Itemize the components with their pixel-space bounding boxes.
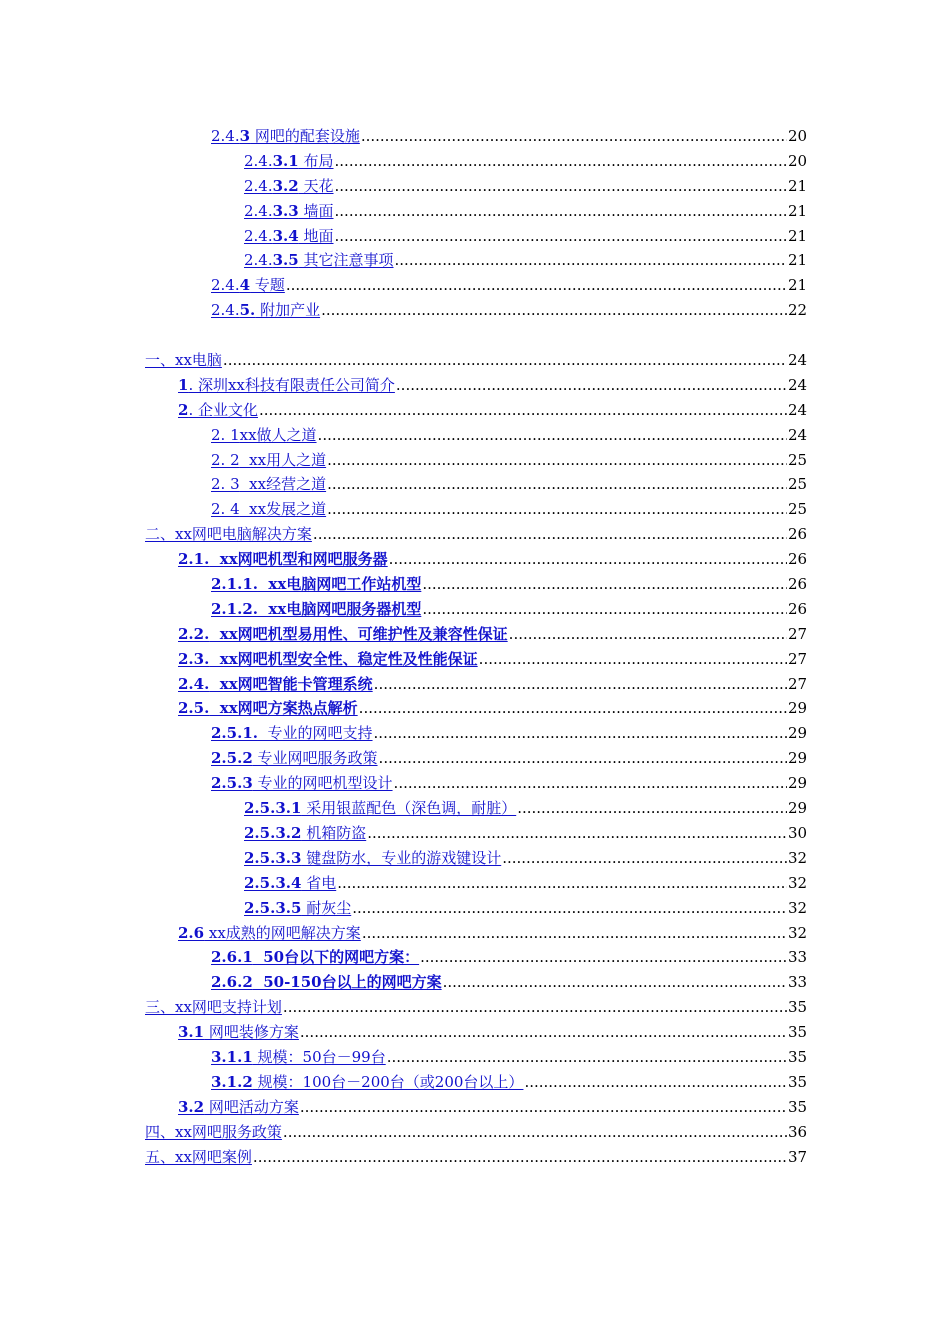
toc-entry-number-bold: 1 bbox=[178, 375, 189, 394]
toc-page-number: 20 bbox=[788, 127, 808, 145]
toc-entry-number-bold: 2.5.3.2 bbox=[244, 823, 302, 842]
toc-entry[interactable] bbox=[0, 572, 950, 597]
toc-entry[interactable] bbox=[0, 1145, 950, 1170]
toc-page-number: 24 bbox=[788, 400, 808, 419]
toc-entry[interactable] bbox=[0, 721, 950, 746]
toc-entry-title: xx网吧智能卡管理系统 bbox=[209, 674, 373, 693]
toc-dot-leader bbox=[502, 846, 787, 871]
toc-entry-title: xx用人之道 bbox=[239, 450, 327, 469]
toc-page-number: 21 bbox=[788, 201, 808, 220]
toc-entry-number: 2.4. bbox=[244, 251, 273, 270]
toc-entry-number-bold: 3.5 bbox=[272, 251, 299, 270]
toc-dot-leader bbox=[443, 970, 787, 995]
toc-entry-title: . 企业文化 bbox=[188, 400, 258, 419]
toc-dot-leader bbox=[300, 1095, 787, 1120]
toc-entry[interactable] bbox=[0, 995, 950, 1020]
toc-page-number: 32 bbox=[788, 848, 808, 867]
toc-page-number: 20 bbox=[788, 151, 808, 170]
toc-entry-link[interactable] bbox=[178, 672, 373, 697]
toc-entry-link[interactable] bbox=[211, 423, 317, 448]
toc-entry-link[interactable] bbox=[244, 224, 334, 249]
toc-entry[interactable] bbox=[0, 149, 950, 174]
toc-entry-title: xx做人之道 bbox=[239, 425, 317, 444]
toc-page-number: 25 bbox=[788, 450, 808, 469]
toc-entry-number: 2. 3 bbox=[211, 475, 240, 494]
toc-page-number: 32 bbox=[788, 923, 808, 942]
toc-entry-title: 50-150台以上的网吧方案 bbox=[252, 973, 442, 992]
toc-dot-leader bbox=[389, 547, 787, 572]
toc-entry-link[interactable] bbox=[145, 522, 312, 547]
toc-entry-title: 四、xx网吧服务政策 bbox=[145, 1122, 282, 1141]
toc-entry-link[interactable] bbox=[145, 995, 282, 1020]
toc-dot-leader bbox=[524, 1070, 787, 1095]
toc-entry-title: 耐灰尘 bbox=[301, 898, 352, 917]
table-of-contents bbox=[0, 124, 950, 1169]
toc-entry[interactable] bbox=[0, 522, 950, 547]
toc-entry-link[interactable] bbox=[178, 373, 395, 398]
toc-entry-number-bold: 2.6.1 bbox=[211, 948, 253, 967]
toc-entry-number-bold: 2.1.2. bbox=[211, 599, 258, 618]
toc-entry-title: 规模：50台－99台 bbox=[252, 1047, 386, 1066]
toc-dot-leader bbox=[313, 522, 787, 547]
toc-entry[interactable] bbox=[0, 224, 950, 249]
toc-dot-leader bbox=[327, 448, 787, 473]
toc-dot-leader bbox=[517, 796, 787, 821]
toc-entry-number-bold: 3.3 bbox=[272, 201, 299, 220]
toc-entry-title: 专题 bbox=[250, 276, 285, 295]
toc-entry-link[interactable] bbox=[211, 472, 326, 497]
toc-entry[interactable] bbox=[0, 696, 950, 721]
toc-dot-leader bbox=[395, 248, 787, 273]
toc-entry-link[interactable] bbox=[211, 746, 378, 771]
toc-entry-title: 五、xx网吧案例 bbox=[145, 1147, 252, 1166]
toc-entry-number-bold: 3.2 bbox=[272, 176, 299, 195]
toc-dot-leader bbox=[335, 224, 787, 249]
toc-dot-leader bbox=[253, 1145, 787, 1170]
toc-entry-title: xx电脑网吧工作站机型 bbox=[257, 575, 422, 594]
toc-entry[interactable] bbox=[0, 448, 950, 473]
toc-dot-leader bbox=[335, 149, 787, 174]
toc-entry-link[interactable] bbox=[244, 846, 501, 871]
toc-entry-link[interactable] bbox=[211, 273, 285, 298]
toc-dot-leader bbox=[374, 672, 787, 697]
toc-page-number: 21 bbox=[788, 176, 808, 195]
toc-entry-number-bold: 2.5. bbox=[178, 699, 210, 718]
toc-entry-number-bold: 2.5.3.5 bbox=[244, 898, 302, 917]
toc-entry[interactable] bbox=[0, 896, 950, 921]
toc-dot-leader bbox=[286, 273, 787, 298]
toc-entry[interactable] bbox=[0, 124, 950, 149]
toc-entry-link[interactable] bbox=[178, 547, 388, 572]
toc-page-number: 26 bbox=[788, 575, 808, 594]
toc-page-number: 29 bbox=[788, 799, 808, 818]
toc-entry-title: xx电脑网吧服务器机型 bbox=[257, 599, 422, 618]
toc-dot-leader bbox=[335, 174, 787, 199]
toc-entry-number-bold: 3.1 bbox=[178, 1023, 205, 1042]
toc-entry-link[interactable] bbox=[178, 921, 361, 946]
toc-entry-link[interactable] bbox=[244, 871, 336, 896]
toc-entry-title: 二、xx网吧电脑解决方案 bbox=[145, 525, 312, 544]
toc-dot-leader bbox=[327, 497, 787, 522]
toc-entry-link[interactable] bbox=[178, 696, 358, 721]
toc-entry[interactable] bbox=[0, 199, 950, 224]
toc-entry[interactable] bbox=[0, 945, 950, 970]
toc-page-number: 32 bbox=[788, 898, 808, 917]
toc-page-number: 24 bbox=[788, 351, 808, 370]
toc-entry-link[interactable] bbox=[211, 597, 421, 622]
toc-entry-title: xx发展之道 bbox=[239, 500, 327, 519]
toc-entry[interactable] bbox=[0, 497, 950, 522]
toc-entry[interactable] bbox=[0, 821, 950, 846]
toc-entry[interactable] bbox=[0, 970, 950, 995]
toc-entry-title: 专业的网吧支持 bbox=[257, 724, 373, 743]
toc-page-number: 27 bbox=[788, 649, 808, 668]
toc-entry-link[interactable] bbox=[211, 945, 419, 970]
toc-entry[interactable] bbox=[0, 1120, 950, 1145]
toc-entry[interactable] bbox=[0, 1045, 950, 1070]
toc-page-number: 24 bbox=[788, 425, 808, 444]
toc-entry-number-bold: 4 bbox=[239, 276, 251, 295]
toc-entry-link[interactable] bbox=[211, 970, 442, 995]
toc-entry-title: xx网吧机型安全性、稳定性及性能保证 bbox=[209, 649, 478, 668]
toc-entry-number-bold: 5. bbox=[239, 301, 256, 320]
toc-dot-leader bbox=[422, 572, 787, 597]
toc-entry-number-bold: 2.4. bbox=[178, 674, 210, 693]
toc-entry-link[interactable] bbox=[178, 1095, 299, 1120]
toc-entry[interactable] bbox=[0, 672, 950, 697]
toc-page-number: 25 bbox=[788, 475, 808, 494]
toc-entry-title: . 深圳xx科技有限责任公司简介 bbox=[188, 375, 395, 394]
toc-entry-link[interactable] bbox=[211, 771, 393, 796]
toc-entry-number-bold: 3.2 bbox=[178, 1097, 205, 1116]
toc-entry-link[interactable] bbox=[244, 896, 351, 921]
toc-entry-link[interactable] bbox=[211, 1045, 386, 1070]
toc-dot-leader bbox=[259, 398, 787, 423]
toc-entry[interactable] bbox=[0, 647, 950, 672]
toc-entry-title: xx成熟的网吧解决方案 bbox=[204, 923, 361, 942]
toc-entry-number-bold: 2.5.2 bbox=[211, 749, 253, 768]
toc-entry-link[interactable] bbox=[211, 721, 373, 746]
toc-entry-number-bold: 2.5.3.3 bbox=[244, 848, 302, 867]
toc-entry[interactable] bbox=[0, 871, 950, 896]
toc-dot-leader bbox=[352, 896, 787, 921]
toc-entry-link[interactable] bbox=[145, 1120, 282, 1145]
toc-entry-link[interactable] bbox=[211, 124, 360, 149]
toc-entry[interactable] bbox=[0, 622, 950, 647]
toc-dot-leader bbox=[359, 696, 787, 721]
toc-entry[interactable] bbox=[0, 273, 950, 298]
toc-page-number: 35 bbox=[788, 1072, 808, 1091]
toc-page-number: 29 bbox=[788, 724, 808, 743]
toc-entry-title: 天花 bbox=[298, 176, 334, 195]
toc-dot-leader bbox=[327, 472, 787, 497]
toc-entry-number-bold: 2.5.3.1 bbox=[244, 799, 302, 818]
toc-entry[interactable] bbox=[0, 472, 950, 497]
toc-page-number: 24 bbox=[788, 375, 808, 394]
toc-dot-leader bbox=[337, 871, 787, 896]
toc-page-number: 35 bbox=[788, 1097, 808, 1116]
toc-entry[interactable] bbox=[0, 921, 950, 946]
toc-dot-leader bbox=[300, 1020, 787, 1045]
toc-page-number: 30 bbox=[788, 823, 808, 842]
toc-page-number: 29 bbox=[788, 774, 808, 793]
toc-entry[interactable] bbox=[0, 796, 950, 821]
toc-entry-link[interactable] bbox=[211, 1070, 523, 1095]
toc-entry-number-bold: 3 bbox=[239, 127, 251, 145]
toc-page-number: 35 bbox=[788, 1047, 808, 1066]
toc-page-number: 37 bbox=[788, 1147, 808, 1166]
toc-entry-number-bold: 2.2. bbox=[178, 624, 210, 643]
toc-entry-title: 网吧的配套设施 bbox=[250, 127, 360, 145]
toc-entry-title: 网吧装修方案 bbox=[204, 1023, 299, 1042]
toc-page-number: 21 bbox=[788, 276, 808, 295]
toc-entry-number-bold: 3.1 bbox=[272, 151, 299, 170]
toc-entry-title: 省电 bbox=[301, 873, 337, 892]
toc-entry[interactable] bbox=[0, 348, 950, 373]
toc-entry-title: 附加产业 bbox=[255, 301, 321, 320]
toc-dot-leader bbox=[283, 995, 787, 1020]
toc-entry-link[interactable] bbox=[178, 1020, 299, 1045]
toc-entry-number: 2. 4 bbox=[211, 500, 240, 519]
toc-entry-number-bold: 2.6 bbox=[178, 923, 205, 942]
toc-entry-title: xx网吧机型和网吧服务器 bbox=[209, 550, 388, 569]
toc-page-number: 35 bbox=[788, 1023, 808, 1042]
toc-entry-title: xx网吧机型易用性、可维护性及兼容性保证 bbox=[209, 624, 508, 643]
toc-entry[interactable] bbox=[0, 1070, 950, 1095]
toc-entry[interactable] bbox=[0, 373, 950, 398]
toc-entry[interactable] bbox=[0, 174, 950, 199]
toc-dot-leader bbox=[379, 746, 787, 771]
toc-entry[interactable] bbox=[0, 248, 950, 273]
toc-entry-title: 专业网吧服务政策 bbox=[252, 749, 378, 768]
toc-page-number: 21 bbox=[788, 251, 808, 270]
toc-entry-title: 键盘防水，专业的游戏键设计 bbox=[301, 848, 502, 867]
toc-entry[interactable] bbox=[0, 1095, 950, 1120]
toc-entry-link[interactable] bbox=[211, 497, 326, 522]
toc-page-number: 26 bbox=[788, 525, 808, 544]
toc-entry-number: 2. 1 bbox=[211, 425, 240, 444]
toc-entry[interactable] bbox=[0, 1020, 950, 1045]
toc-page-number: 27 bbox=[788, 674, 808, 693]
toc-entry-number: 2.4. bbox=[244, 201, 273, 220]
toc-entry-number: 2. 2 bbox=[211, 450, 240, 469]
toc-entry-link[interactable] bbox=[211, 572, 421, 597]
toc-entry-title: 一、xx电脑 bbox=[145, 351, 222, 370]
toc-page-number: 26 bbox=[788, 599, 808, 618]
toc-entry-link[interactable] bbox=[244, 248, 394, 273]
toc-entry-title: 网吧活动方案 bbox=[204, 1097, 299, 1116]
toc-entry-title: 专业的网吧机型设计 bbox=[252, 774, 393, 793]
toc-page-number: 21 bbox=[788, 226, 808, 245]
toc-entry-number: 2.4. bbox=[211, 127, 240, 145]
toc-entry-link[interactable] bbox=[244, 149, 334, 174]
toc-dot-leader bbox=[394, 771, 787, 796]
toc-entry[interactable] bbox=[0, 298, 950, 323]
toc-entry-number-bold: 3.1.2 bbox=[211, 1072, 253, 1091]
toc-entry-link[interactable] bbox=[145, 1145, 252, 1170]
toc-entry-title: xx经营之道 bbox=[239, 475, 327, 494]
toc-entry[interactable] bbox=[0, 423, 950, 448]
toc-page-number: 33 bbox=[788, 948, 808, 967]
toc-dot-leader bbox=[387, 1045, 787, 1070]
toc-entry-title: 采用银蓝配色（深色调，耐脏） bbox=[301, 799, 517, 818]
toc-entry-number-bold: 2.6.2 bbox=[211, 973, 253, 992]
toc-entry-link[interactable] bbox=[244, 796, 516, 821]
toc-entry-link[interactable] bbox=[244, 199, 334, 224]
toc-entry-title: 其它注意事项 bbox=[298, 251, 394, 270]
toc-dot-leader bbox=[335, 199, 787, 224]
toc-page-number: 36 bbox=[788, 1122, 808, 1141]
toc-dot-leader bbox=[509, 622, 787, 647]
toc-entry-number: 2.4. bbox=[244, 226, 273, 245]
toc-entry-link[interactable] bbox=[178, 622, 508, 647]
toc-entry-number-bold: 3.1.1 bbox=[211, 1047, 253, 1066]
toc-page-number: 27 bbox=[788, 624, 808, 643]
toc-entry-number-bold: 2.1.1. bbox=[211, 575, 258, 594]
toc-entry-number-bold: 2.3. bbox=[178, 649, 210, 668]
toc-dot-leader bbox=[422, 597, 787, 622]
toc-dot-leader bbox=[374, 721, 787, 746]
toc-dot-leader bbox=[283, 1120, 787, 1145]
toc-entry-number-bold: 2.5.3 bbox=[211, 774, 253, 793]
toc-page-number: 25 bbox=[788, 500, 808, 519]
toc-page-number: 29 bbox=[788, 749, 808, 768]
toc-dot-leader bbox=[318, 423, 787, 448]
toc-entry-number: 2.4. bbox=[244, 151, 273, 170]
toc-entry[interactable] bbox=[0, 746, 950, 771]
toc-entry-title: 地面 bbox=[298, 226, 334, 245]
toc-entry-link[interactable] bbox=[211, 448, 326, 473]
toc-dot-leader bbox=[479, 647, 787, 672]
toc-entry-link[interactable] bbox=[178, 647, 478, 672]
toc-page-number: 33 bbox=[788, 973, 808, 992]
toc-entry-link[interactable] bbox=[178, 398, 258, 423]
toc-entry-title: 50台以下的网吧方案： bbox=[252, 948, 420, 967]
toc-entry-title: xx网吧方案热点解析 bbox=[209, 699, 358, 718]
toc-entry-link[interactable] bbox=[244, 174, 334, 199]
toc-page-number: 32 bbox=[788, 873, 808, 892]
toc-entry-number: 2.4. bbox=[211, 276, 240, 295]
toc-page-number: 35 bbox=[788, 998, 808, 1017]
toc-entry-link[interactable] bbox=[145, 348, 222, 373]
toc-entry-number-bold: 2.5.1. bbox=[211, 724, 258, 743]
toc-entry[interactable] bbox=[0, 547, 950, 572]
toc-entry-number: 2.4. bbox=[244, 176, 273, 195]
toc-dot-leader bbox=[321, 298, 787, 323]
toc-entry[interactable] bbox=[0, 398, 950, 423]
toc-entry-title: 三、xx网吧支持计划 bbox=[145, 998, 282, 1017]
toc-entry[interactable] bbox=[0, 771, 950, 796]
toc-dot-leader bbox=[367, 821, 787, 846]
toc-entry-number: 2.4. bbox=[211, 301, 240, 320]
toc-entry-link[interactable] bbox=[244, 821, 366, 846]
toc-page-number: 22 bbox=[788, 301, 808, 320]
toc-page-number: 26 bbox=[788, 550, 808, 569]
toc-entry-number-bold: 2.1. bbox=[178, 550, 210, 569]
toc-entry-number-bold: 2.5.3.4 bbox=[244, 873, 302, 892]
toc-dot-leader bbox=[420, 945, 787, 970]
toc-page-number: 29 bbox=[788, 699, 808, 718]
toc-entry-title: 机箱防盗 bbox=[301, 823, 367, 842]
toc-entry[interactable] bbox=[0, 597, 950, 622]
toc-entry-title: 墙面 bbox=[298, 201, 334, 220]
toc-entry[interactable] bbox=[0, 846, 950, 871]
toc-dot-leader bbox=[362, 921, 787, 946]
toc-dot-leader bbox=[361, 124, 787, 149]
toc-entry-number-bold: 2 bbox=[178, 400, 189, 419]
toc-entry-number-bold: 3.4 bbox=[272, 226, 299, 245]
toc-entry-title: 布局 bbox=[298, 151, 334, 170]
toc-dot-leader bbox=[223, 348, 787, 373]
toc-entry-link[interactable] bbox=[211, 298, 320, 323]
toc-dot-leader bbox=[396, 373, 787, 398]
toc-entry-title: 规模：100台－200台（或200台以上） bbox=[252, 1072, 524, 1091]
